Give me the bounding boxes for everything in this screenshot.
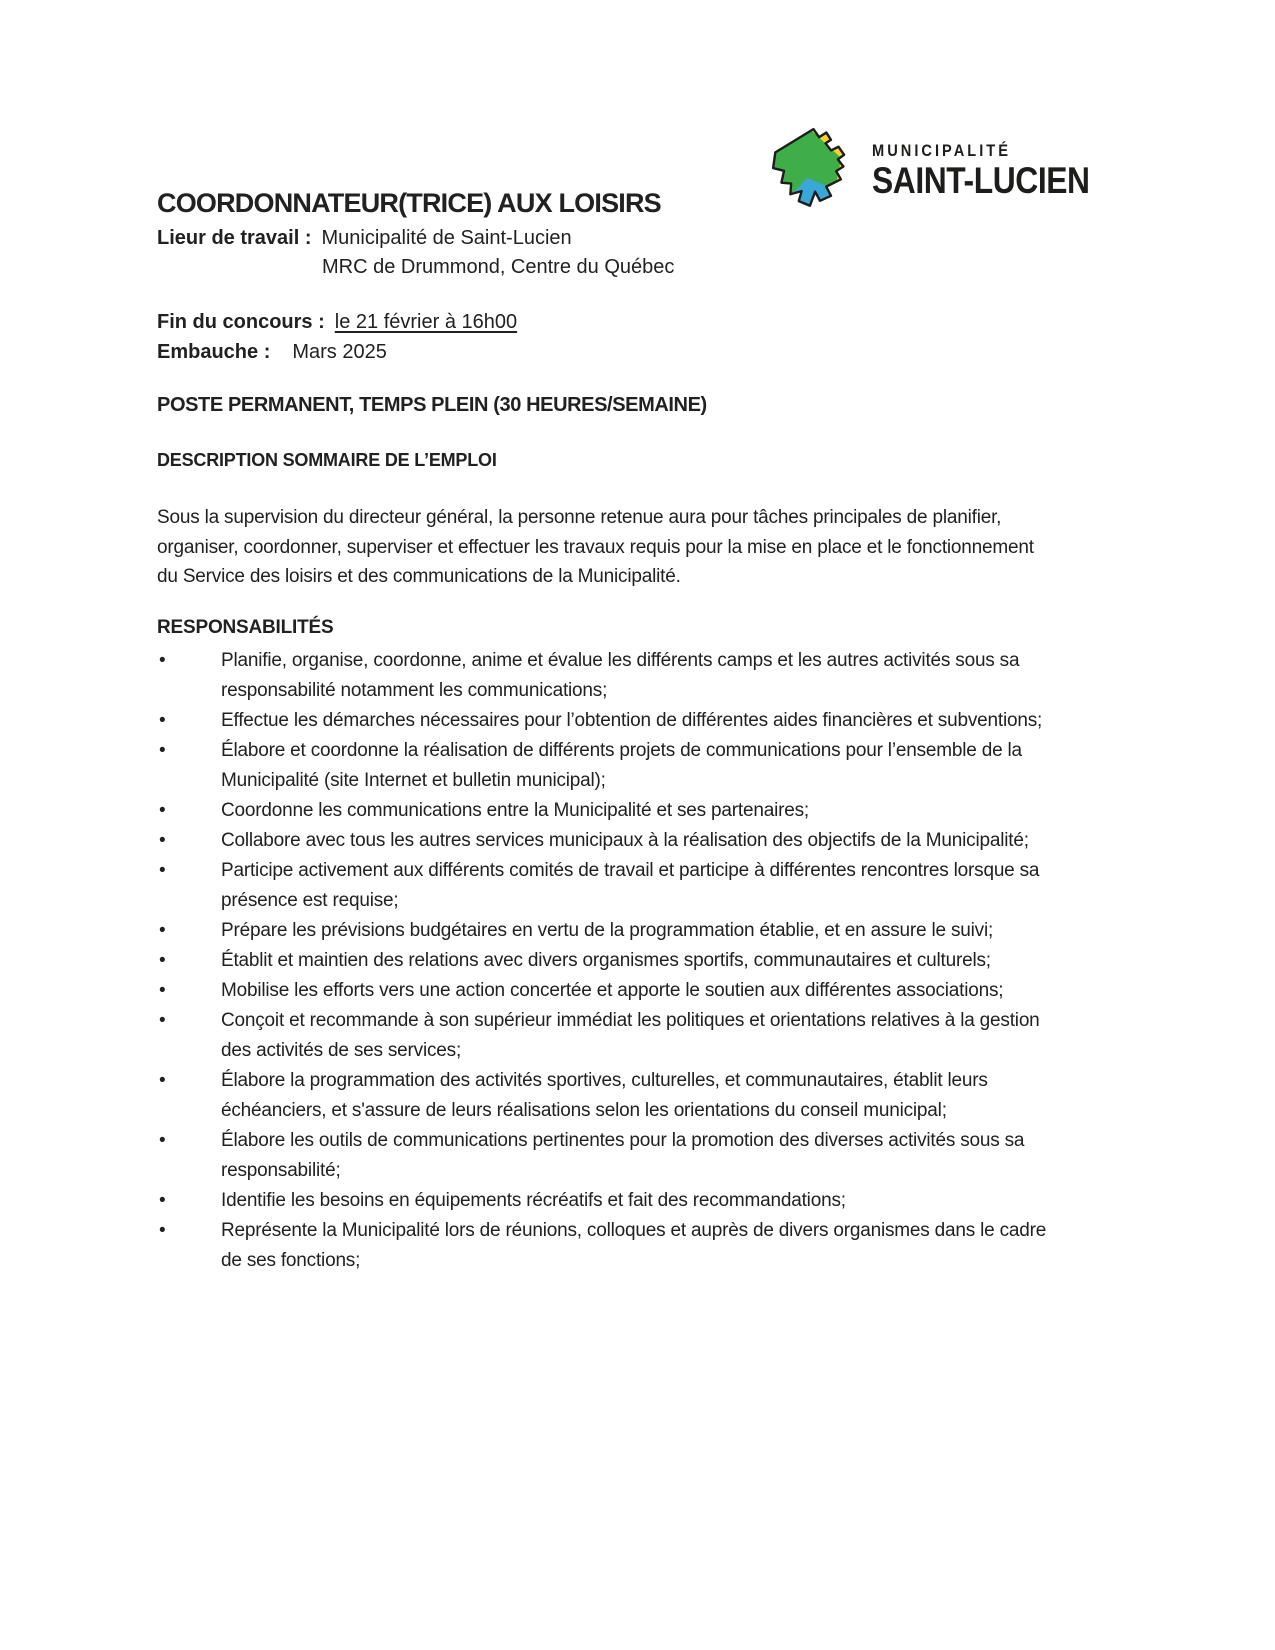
bullet-icon: • — [159, 920, 166, 941]
hiring-line — [157, 341, 387, 364]
bullet-icon: • — [159, 710, 166, 731]
contest-deadline-value: le 21 février à 16h00 — [334, 311, 518, 333]
description-body: Sous la supervision du directeur général, la personne retenue aura pour tâches principales de planifier, organiser, coordonner, superviser et effectuer les travaux requis pour la mise en place et le fonctionnement du Service des loisirs et des communications de la Municipalité. — [157, 507, 1034, 587]
bullet-icon: • — [159, 1190, 166, 1211]
hiring-label: Embauche : — [157, 341, 271, 363]
list-item-text: Effectue les démarches nécessaires pour l’obtention de différentes aides financières et subventions; — [221, 710, 1043, 731]
bullet-icon: • — [159, 740, 166, 761]
bullet-icon: • — [159, 1130, 166, 1151]
bullet-icon: • — [159, 650, 166, 671]
list-item — [157, 856, 1052, 916]
position-statement: POSTE PERMANENT, TEMPS PLEIN (30 HEURES/SEMAINE) — [157, 394, 707, 416]
location-line — [157, 227, 572, 250]
logo-wordmark — [872, 142, 1090, 199]
list-item — [157, 736, 1052, 796]
list-item — [157, 1006, 1052, 1066]
list-item-text: Établit et maintien des relations avec divers organismes sportifs, communautaires et culturels; — [221, 950, 991, 971]
list-item — [157, 976, 1052, 1006]
list-item-text: Représente la Municipalité lors de réunions, colloques et auprès de divers organismes dans le cadre de ses fonctions; — [221, 1220, 1047, 1271]
location-label: Lieur de travail : — [157, 227, 312, 249]
list-item — [157, 796, 1052, 826]
responsibilities-heading: RESPONSABILITÉS — [157, 617, 334, 638]
bullet-icon: • — [159, 950, 166, 971]
contest-deadline-line — [157, 311, 517, 334]
bullet-icon: • — [159, 800, 166, 821]
list-item-text: Mobilise les efforts vers une action concertée et apporte le soutien aux différentes associations; — [221, 980, 1004, 1001]
bullet-icon: • — [159, 1070, 166, 1091]
list-item — [157, 646, 1052, 706]
list-item-text: Élabore les outils de communications pertinentes pour la promotion des diverses activités sous sa responsabilité; — [221, 1130, 1025, 1181]
bullet-icon: • — [159, 860, 166, 881]
bullet-icon: • — [159, 980, 166, 1001]
page-title: COORDONNATEUR(TRICE) AUX LOISIRS — [157, 188, 661, 218]
bullet-icon: • — [159, 830, 166, 851]
municipality-logo — [762, 122, 1125, 218]
list-item-text: Élabore la programmation des activités sportives, culturelles, et communautaires, établit leurs échéanciers, et s'assure de leurs réalisations selon les orientations du conseil municipal; — [221, 1070, 988, 1121]
list-item — [157, 1186, 1052, 1216]
list-item — [157, 706, 1052, 736]
logo-org-type: MUNICIPALITÉ — [872, 140, 1011, 160]
list-item — [157, 1216, 1052, 1276]
list-item-text: Prépare les prévisions budgétaires en vertu de la programmation établie, et en assure le suivi; — [221, 920, 994, 941]
list-item — [157, 1126, 1052, 1186]
list-item-text: Participe activement aux différents comités de travail et participe à différentes rencontres lorsque sa présence est requise; — [221, 860, 1040, 911]
location-line2: MRC de Drummond, Centre du Québec — [322, 256, 675, 278]
location-value: Municipalité de Saint-Lucien — [321, 227, 572, 249]
logo-org-name: SAINT-LUCIEN — [872, 159, 1090, 201]
bullet-icon: • — [159, 1010, 166, 1031]
list-item-text: Identifie les besoins en équipements récréatifs et fait des recommandations; — [221, 1190, 846, 1211]
list-item-text: Coordonne les communications entre la Municipalité et ses partenaires; — [221, 800, 809, 821]
list-item — [157, 826, 1052, 856]
saint-lucien-puzzle-icon — [762, 122, 858, 218]
hiring-value: Mars 2025 — [292, 341, 387, 363]
contest-label: Fin du concours : — [157, 311, 325, 333]
list-item-text: Collabore avec tous les autres services municipaux à la réalisation des objectifs de la Municipalité; — [221, 830, 1029, 851]
responsibilities-list — [157, 646, 1052, 1276]
bullet-icon: • — [159, 1220, 166, 1241]
list-item — [157, 916, 1052, 946]
description-heading: DESCRIPTION SOMMAIRE DE L’EMPLOI — [157, 450, 497, 470]
list-item-text: Planifie, organise, coordonne, anime et évalue les différents camps et les autres activités sous sa responsabilité notamment les communications; — [221, 650, 1020, 701]
list-item — [157, 1066, 1052, 1126]
list-item-text: Élabore et coordonne la réalisation de différents projets de communications pour l’ensemble de la Municipalité (site Internet et bulletin municipal); — [221, 740, 1022, 791]
list-item — [157, 946, 1052, 976]
list-item-text: Conçoit et recommande à son supérieur immédiat les politiques et orientations relatives à la gestion des activités de ses services; — [221, 1010, 1040, 1061]
